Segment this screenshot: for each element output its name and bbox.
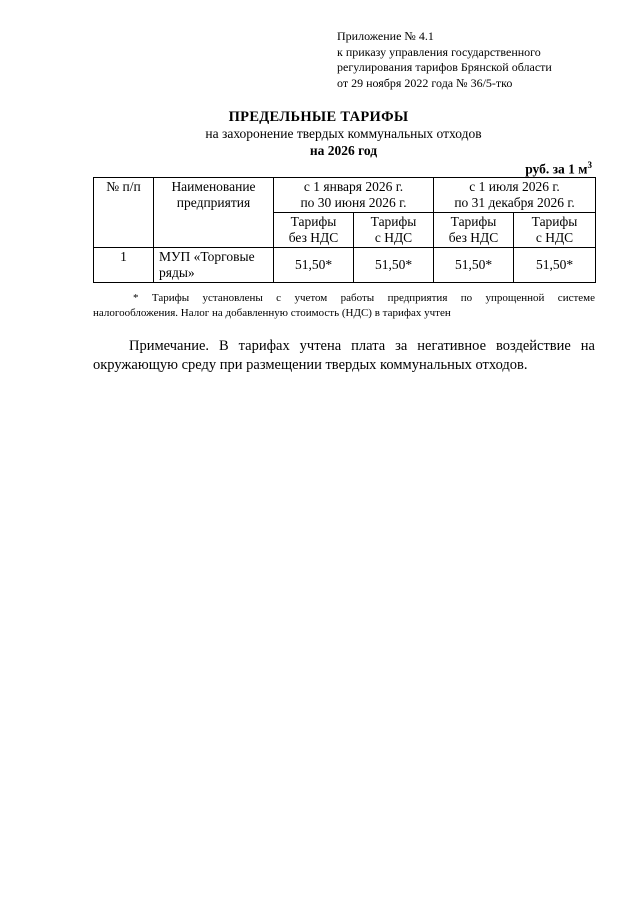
footnote-line: налогообложения. Налог на добавленную стоимость (НДС) в тарифах учтен [93, 307, 451, 319]
appendix-line: от 29 ноября 2022 года № 36/5-тко [337, 75, 513, 90]
appendix-line: регулирования тарифов Брянской области [337, 60, 552, 74]
header-p2-no-vat: Тарифы без НДС [434, 213, 514, 248]
note [93, 337, 595, 375]
footnote-line: * Тарифы установлены с учетом работы предприятия по упрощенной системе [133, 292, 595, 304]
header-p1-no-vat: Тарифы без НДС [274, 213, 354, 248]
units-superscript: 3 [587, 160, 592, 170]
row-p2-vat: 51,50* [514, 248, 596, 283]
appendix-line: Приложение № 4.1 [337, 29, 434, 43]
note-line: окружающую среду при размещении твердых коммунальных отходов. [93, 357, 528, 373]
table-header-row [94, 178, 596, 213]
units-label [525, 160, 592, 178]
row-p1-vat: 51,50* [354, 248, 434, 283]
appendix-line: к приказу управления государственного [337, 44, 541, 59]
header-period-1: с 1 января 2026 г. по 30 июня 2026 г. [274, 178, 434, 213]
header-period-2: с 1 июля 2026 г. по 31 декабря 2026 г. [434, 178, 596, 213]
row-p2-no-vat: 51,50* [434, 248, 514, 283]
table-row [94, 248, 596, 283]
header-p1-vat: Тарифы с НДС [354, 213, 434, 248]
row-p1-no-vat: 51,50* [274, 248, 354, 283]
document-title: ПРЕДЕЛЬНЫЕ ТАРИФЫ [228, 109, 409, 125]
tariffs-table [93, 177, 596, 283]
appendix-block [337, 29, 552, 91]
footnote [93, 291, 595, 321]
header-p2-vat: Тарифы с НДС [514, 213, 596, 248]
header-num: № п/п [94, 178, 154, 248]
row-num: 1 [94, 248, 154, 283]
document-year: на 2026 год [309, 143, 378, 158]
units-text: руб. за 1 м [525, 161, 588, 177]
header-name: Наименование предприятия [154, 178, 274, 248]
note-line: Примечание. В тарифах учтена плата за негативное воздействие на [129, 338, 595, 354]
document-subtitle: на захоронение твердых коммунальных отходов [205, 126, 482, 141]
row-name: МУП «Торговые ряды» [154, 248, 274, 283]
